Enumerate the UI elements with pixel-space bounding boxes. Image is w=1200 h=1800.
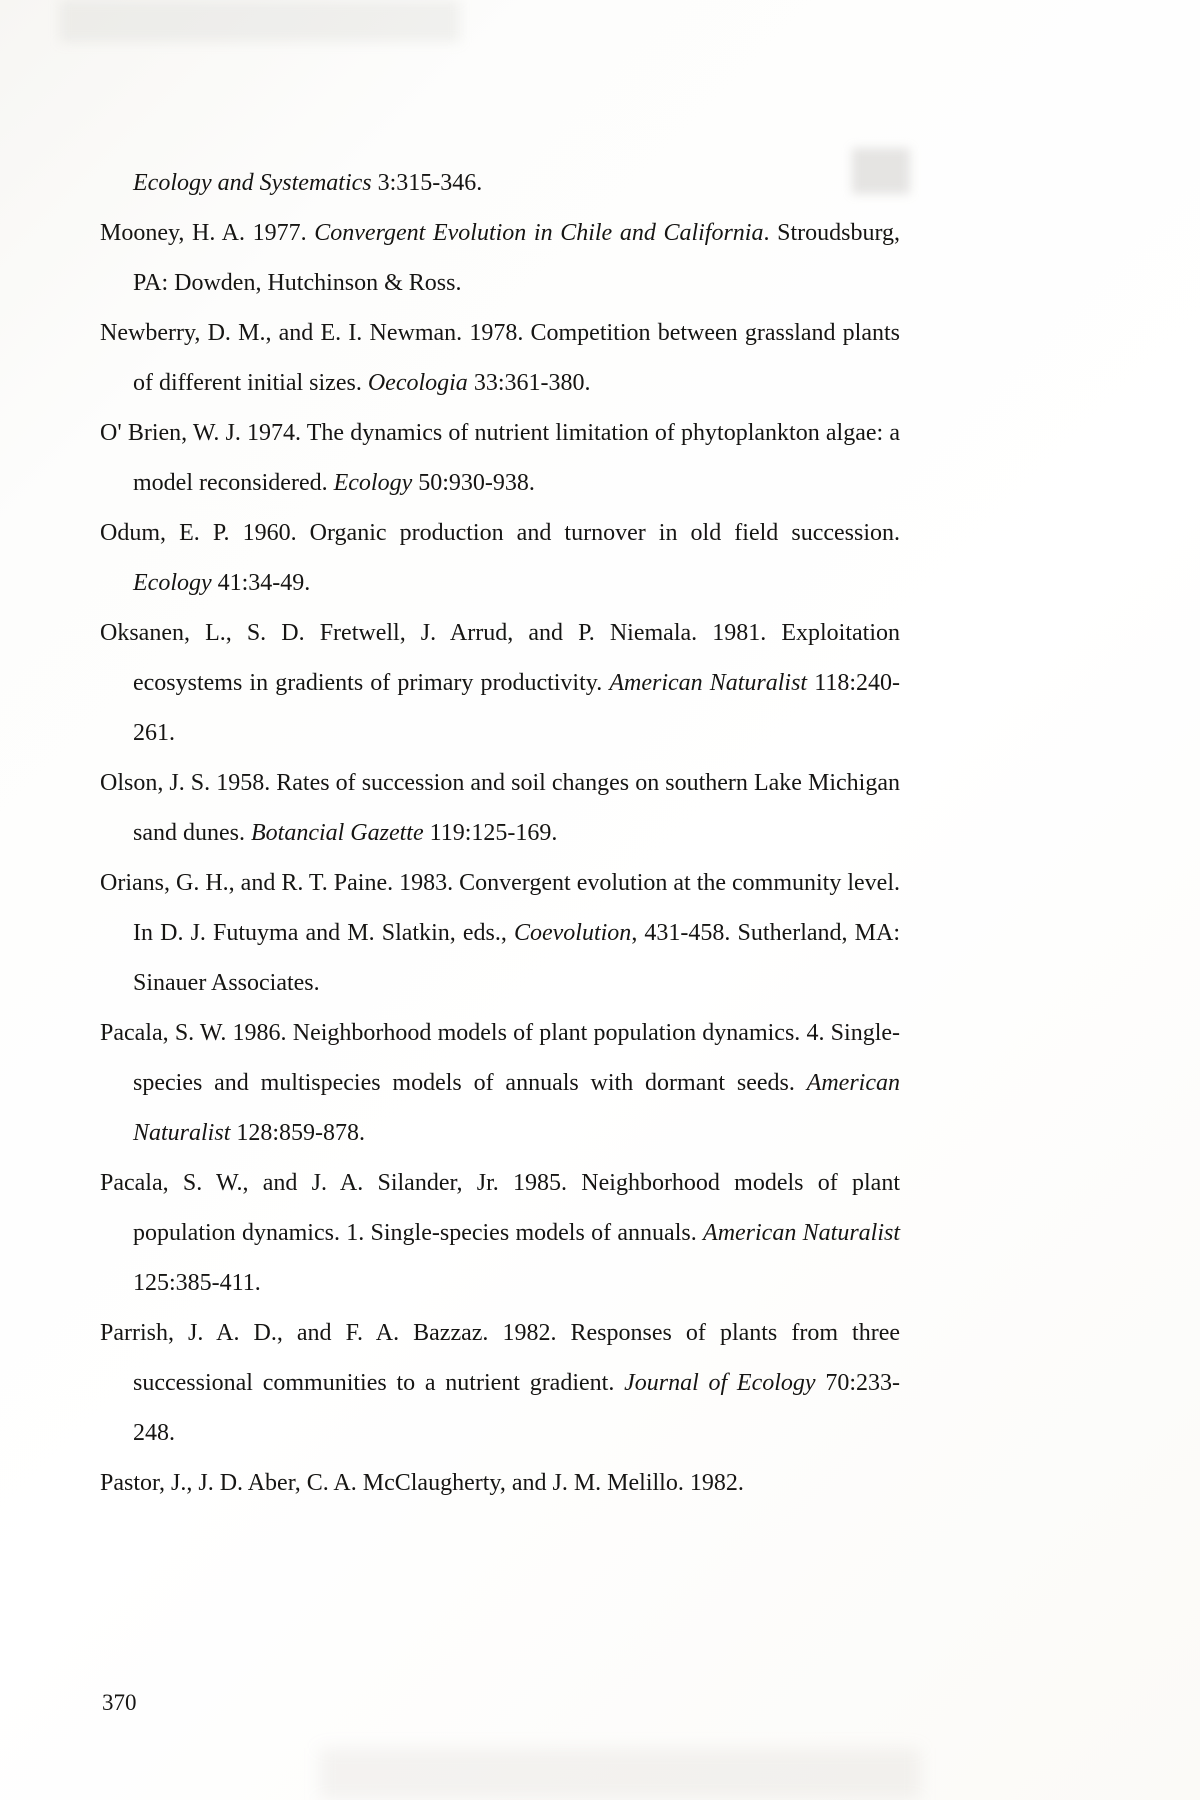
reference-entry [100, 158, 900, 208]
reference-text: Pastor, J., J. D. Aber, C. A. McClaugherty, and J. M. Melillo. 1982. [100, 1470, 744, 1496]
reference-entry [100, 1308, 900, 1458]
reference-text: . Stroudsburg, PA: Dowden, Hutchinson & Ross. [133, 220, 900, 296]
reference-italic-text: Ecology and Systematics [133, 170, 372, 196]
reference-entry [100, 608, 900, 758]
reference-text: 50:930-938. [412, 470, 535, 496]
reference-italic-text: Coevolution [513, 920, 632, 946]
reference-text: 41:34-49. [211, 570, 311, 596]
reference-text: Parrish, J. A. D., and F. A. Bazzaz. 1982. Responses of plants from three successional communities to a nutrient gradient. [100, 1320, 900, 1396]
reference-italic-text: Ecology [333, 470, 413, 496]
reference-entry [100, 858, 900, 1008]
reference-italic-text: American Naturalist [133, 1070, 900, 1146]
reference-text: , 431-458. Sutherland, MA: Sinauer Associates. [133, 920, 900, 996]
reference-text: 128:859-878. [230, 1120, 366, 1146]
reference-italic-text: Botancial Gazette [250, 820, 424, 846]
reference-entry [100, 408, 900, 508]
scan-artifact [60, 0, 460, 42]
reference-italic-text: Ecology [133, 570, 212, 596]
reference-text: Olson, J. S. 1958. Rates of succession and soil changes on southern Lake Michigan sand dunes. [100, 770, 900, 846]
reference-entry [100, 308, 900, 408]
reference-text: O' Brien, W. J. 1974. The dynamics of nutrient limitation of phytoplankton algae: a model reconsidered. [100, 420, 900, 496]
reference-text: 125:385-411. [133, 1270, 261, 1296]
reference-text: Pacala, S. W. 1986. Neighborhood models of plant population dynamics. 4. Single-species and multispecies models of annuals with dormant seeds. [100, 1020, 900, 1096]
page-number: 370 [102, 1690, 137, 1715]
reference-text: Oksanen, L., S. D. Fretwell, J. Arrud, and P. Niemala. 1981. Exploitation ecosystems in gradients of primary productivity. [100, 620, 900, 696]
reference-text: 119:125-169. [423, 820, 558, 846]
reference-text: Newberry, D. M., and E. I. Newman. 1978. Competition between grassland plants of different initial sizes. [100, 320, 900, 396]
reference-text: Mooney, H. A. 1977. [100, 220, 315, 246]
reference-italic-text: Convergent Evolution in Chile and California [314, 220, 764, 246]
reference-text: Orians, G. H., and R. T. Paine. 1983. Convergent evolution at the community level. In D. J. Futuyma and M. Slatkin, eds., [100, 870, 900, 946]
reference-text: Pacala, S. W., and J. A. Silander, Jr. 1985. Neighborhood models of plant population dynamics. 1. Single-species models of annuals. [100, 1170, 900, 1246]
reference-text: 70:233-248. [133, 1370, 900, 1446]
reference-entry [100, 758, 900, 858]
reference-text: 33:361-380. [467, 370, 591, 396]
reference-entry [100, 208, 900, 308]
reference-italic-text: Oecologia [367, 370, 468, 396]
reference-entry [100, 1008, 900, 1158]
reference-text: 3:315-346. [371, 170, 483, 196]
reference-italic-text: Journal of Ecology [624, 1370, 816, 1396]
reference-text: Odum, E. P. 1960. Organic production and turnover in old field succession. [100, 520, 900, 546]
scan-artifact [320, 1748, 920, 1800]
reference-entry [100, 1458, 900, 1508]
reference-italic-text: American Naturalist [703, 1220, 900, 1246]
reference-text: 118:240-261. [133, 670, 900, 746]
reference-italic-text: American Naturalist [609, 670, 808, 696]
reference-entry [100, 508, 900, 608]
references-list [100, 158, 900, 1508]
reference-entry [100, 1158, 900, 1308]
